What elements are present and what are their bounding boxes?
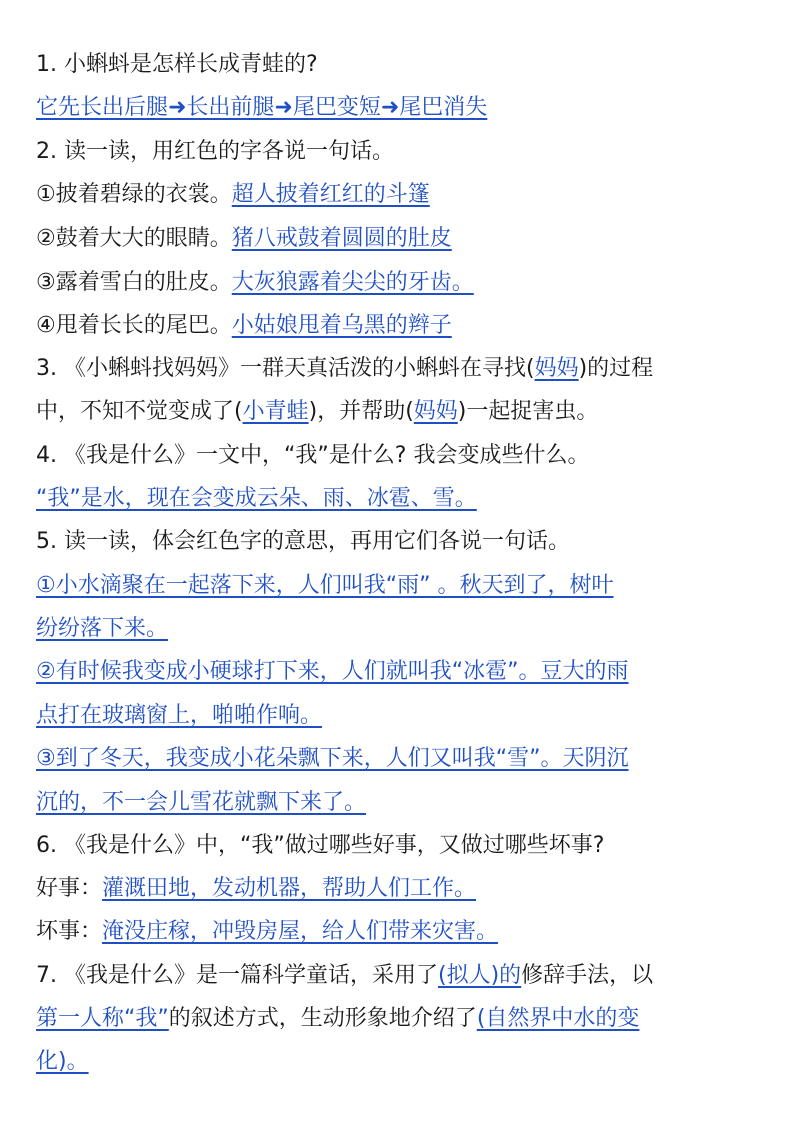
q7-text-1: 7. 《我是什么》是一篇科学童话，采用了 bbox=[36, 963, 438, 988]
q2-item-4-prompt: ④甩着长长的尾巴。 bbox=[36, 313, 232, 338]
q7-blank-3b: 化)。 bbox=[36, 1049, 89, 1074]
q3-text-1: 3. 《小蝌蚪找妈妈》一群天真活泼的小蝌蚪在寻找( bbox=[36, 356, 535, 381]
q3-blank-3: 妈妈 bbox=[413, 399, 458, 424]
q6-good-label: 好事： bbox=[36, 876, 103, 901]
q2-item-2 bbox=[36, 224, 452, 254]
q4-answer: “我”是水，现在会变成云朵、雨、冰雹、雪。 bbox=[36, 486, 477, 511]
q2-item-1-answer: 超人披着红红的斗篷 bbox=[231, 182, 430, 207]
q7-line-1 bbox=[36, 961, 653, 991]
q2-item-1-prompt: ①披着碧绿的衣裳。 bbox=[36, 182, 232, 207]
q5-answer-3b: 沉的，不一会儿雪花就飘下来了。 bbox=[36, 790, 367, 815]
q7-blank-3a: (自然界中水的变 bbox=[476, 1006, 640, 1031]
q2-item-4 bbox=[36, 311, 452, 341]
q2-item-3-answer: 大灰狼露着尖尖的牙齿。 bbox=[231, 270, 474, 295]
q5-question: 5. 读一读，体会红色字的意思，再用它们各说一句话。 bbox=[36, 529, 570, 554]
q3-line-1 bbox=[36, 354, 653, 384]
q5-answer-3-line-1 bbox=[36, 744, 629, 774]
q7-blank-1: (拟人)的 bbox=[438, 963, 522, 988]
q6-bad-line bbox=[36, 917, 498, 947]
q2-item-3 bbox=[36, 268, 474, 298]
q5-answer-2b: 点打在玻璃窗上，啪啪作响。 bbox=[36, 703, 323, 728]
q5-answer-2-line-2 bbox=[36, 701, 322, 731]
q2-question: 2. 读一读，用红色的字各说一句话。 bbox=[36, 139, 394, 164]
q5-answer-2a: ②有时候我变成小硬球打下来，人们就叫我“冰雹”。豆大的雨 bbox=[36, 659, 629, 684]
q3-blank-1: 妈妈 bbox=[534, 356, 579, 381]
q5-answer-1b: 纷纷落下来。 bbox=[36, 616, 169, 641]
q1-answer-line bbox=[36, 93, 487, 123]
q6-good-answer: 灌溉田地，发动机器，帮助人们工作。 bbox=[102, 876, 477, 901]
q2-item-2-prompt: ②鼓着大大的眼睛。 bbox=[36, 226, 232, 251]
q3-line-2 bbox=[36, 397, 598, 427]
q4-question: 4. 《我是什么》一文中，“我”是什么? 我会变成些什么。 bbox=[36, 443, 590, 468]
q1-question: 1. 小蝌蚪是怎样长成青蛙的? bbox=[36, 52, 318, 77]
q3-text-4: )，并帮助( bbox=[308, 399, 414, 424]
q6-bad-answer: 淹没庄稼，冲毁房屋，给人们带来灾害。 bbox=[102, 919, 499, 944]
q3-blank-2: 小青蛙 bbox=[242, 399, 309, 424]
q2-item-3-prompt: ③露着雪白的肚皮。 bbox=[36, 270, 232, 295]
q2-item-2-answer: 猪八戒鼓着圆圆的肚皮 bbox=[231, 226, 452, 251]
q2-item-4-answer: 小姑娘甩着乌黑的辫子 bbox=[231, 313, 452, 338]
q6-good-line bbox=[36, 874, 476, 904]
q7-text-2: 修辞手法，以 bbox=[521, 963, 654, 988]
q3-text-5: )一起捉害虫。 bbox=[457, 399, 599, 424]
q7-line-3 bbox=[36, 1047, 89, 1077]
q7-text-3: 的叙述方式，生动形象地介绍了 bbox=[168, 1006, 477, 1031]
q5-answer-1a: ①小水滴聚在一起落下来，人们叫我“雨” 。秋天到了，树叶 bbox=[36, 573, 614, 598]
q5-answer-3-line-2 bbox=[36, 788, 366, 818]
q3-text-2: )的过程 bbox=[578, 356, 654, 381]
q3-text-3: 中，不知不觉变成了( bbox=[36, 399, 243, 424]
q6-question: 6. 《我是什么》中，“我”做过哪些好事，又做过哪些坏事? bbox=[36, 833, 605, 858]
q6-bad-label: 坏事： bbox=[36, 919, 103, 944]
q5-answer-2-line-1 bbox=[36, 657, 629, 687]
q7-blank-2: 第一人称“我” bbox=[36, 1006, 169, 1031]
q5-answer-1-line-1 bbox=[36, 571, 614, 601]
q2-item-1 bbox=[36, 180, 430, 210]
q5-answer-3a: ③到了冬天，我变成小花朵飘下来，人们又叫我“雪”。天阴沉 bbox=[36, 746, 629, 771]
q5-answer-1-line-2 bbox=[36, 614, 168, 644]
q7-line-2 bbox=[36, 1004, 639, 1034]
q4-answer-line bbox=[36, 484, 477, 514]
q1-answer: 它先长出后腿➜长出前腿➜尾巴变短➜尾巴消失 bbox=[36, 95, 488, 120]
